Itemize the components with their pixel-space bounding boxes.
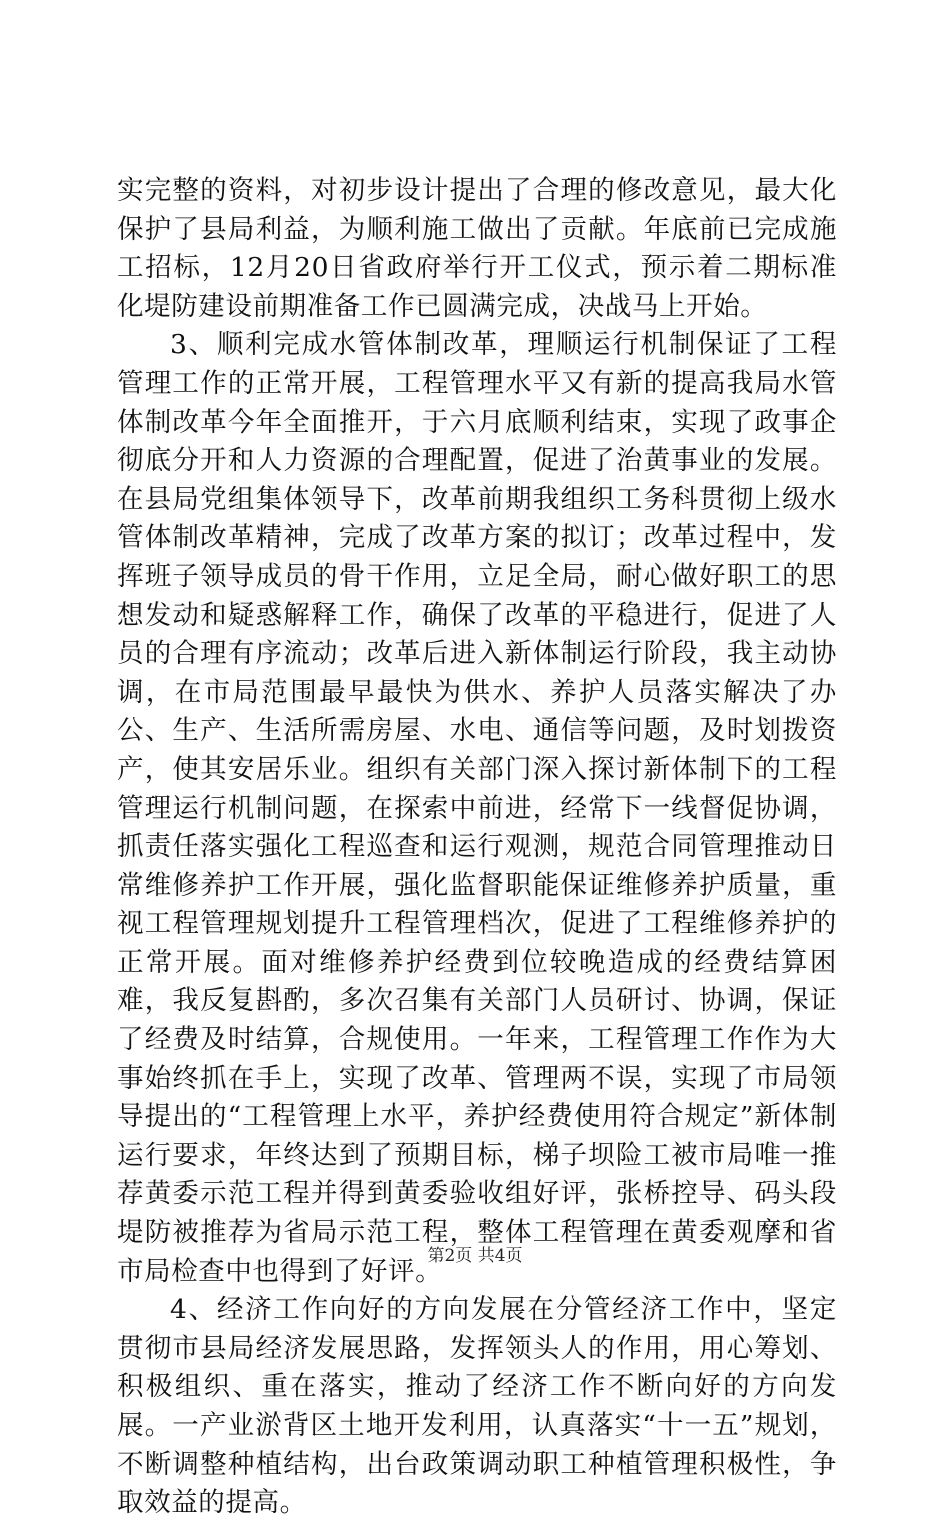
page-number-footer: 第2页 共4页	[427, 1246, 523, 1266]
paragraph-item-3: 3、顺利完成水管体制改革，理顺运行机制保证了工程管理工作的正常开展，工程管理水平又有新的提高我局水管体制改革今年全面推开，于六月底顺利结束，实现了政事企彻底分开和人力资源的合理配置，促进了治黄事业的发展。在县局党组集体领导下，改革前期我组织工务科贯彻上级水管体制改革精神，完成了改革方案的拟订；改革过程中，发挥班子领导成员的骨干作用，立足全局，耐心做好职工的思想发动和疑惑解释工作，确保了改革的平稳进行，促进了人员的合理有序流动；改革后进入新体制运行阶段，我主动协调，在市局范围最早最快为供水、养护人员落实解决了办公、生产、生活所需房屋、水电、通信等问题，及时划拨资产，使其安居乐业。组织有关部门深入探讨新体制下的工程管理运行机制问题，在探索中前进，经常下一线督促协调，抓责任落实强化工程巡查和运行观测，规范合同管理推动日常维修养护工作开展，强化监督职能保证维修养护质量，重视工程管理规划提升工程管理档次，促进了工程维修养护的正常开展。面对维修养护经费到位较晚造成的经费结算困难，我反复斟酌，多次召集有关部门人员研讨、协调，保证了经费及时结算，合规使用。一年来，工程管理工作作为大事始终抓在手上，实现了改革、管理两不误，实现了市局领导提出的“工程管理上水平，养护经费使用符合规定”新体制运行要求，年终达到了预期目标，梯子坝险工被市局唯一推荐黄委示范工程并得到黄委验收组好评，张桥控导、码头段堤防被推荐为省局示范工程，整体工程管理在黄委观摩和省市局检查中也得到了好评。	[117, 329, 837, 1287]
paragraph-continuation: 实完整的资料，对初步设计提出了合理的修改意见，最大化保护了县局利益，为顺利施工做出了贡献。年底前已完成施工招标，12月20日省政府举行开工仪式，预示着二期标准化堤防建设前期准备工作已圆满完成，决战马上开始。	[117, 175, 837, 322]
document-body	[117, 172, 837, 1523]
paragraph-item-4: 4、经济工作向好的方向发展在分管经济工作中，坚定贯彻市县局经济发展思路，发挥领头人的作用，用心筹划、积极组织、重在落实，推动了经济工作不断向好的方向发展。一产业淤背区土地开发利用，认真落实“十一五”规划，不断调整种植结构，出台政策调动职工种植管理积极性，争取效益的提高。	[117, 1294, 837, 1519]
